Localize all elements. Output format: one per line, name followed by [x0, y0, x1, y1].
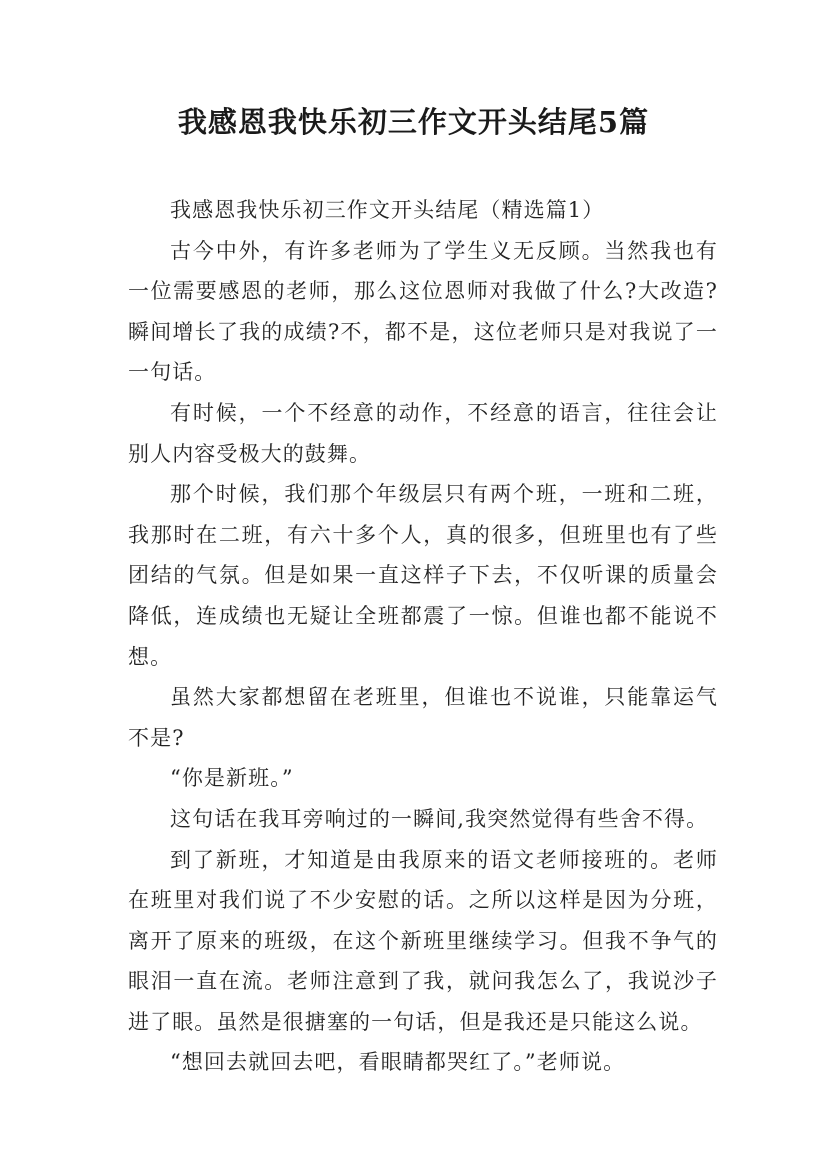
paragraph: “你是新班。” [170, 766, 294, 791]
paragraph: 古今中外，有许多老师为了学生义无反顾。当然我也有一位需要感恩的老师，那么这位恩师对我做了什么?大改造?瞬间增长了我的成绩?不，都不是，这位老师只是对我说了一一句话。 [128, 238, 718, 385]
document-body [128, 190, 718, 1083]
document-title: 我感恩我快乐初三作文开头结尾5篇 [177, 105, 650, 139]
paragraph: “想回去就回去吧，看眼睛都哭红了。”老师说。 [170, 1050, 626, 1075]
paragraph: 这句话在我耳旁响过的一瞬间,我突然觉得有些舍不得。 [170, 806, 709, 831]
section-heading: 我感恩我快乐初三作文开头结尾（精选篇1） [170, 198, 605, 222]
paragraph: 那个时候，我们那个年级层只有两个班，一班和二班，我那时在二班，有六十多个人，真的很多，但班里也有了些团结的气氛。但是如果一直这样子下去，不仅听课的质量会降低，连成绩也无疑让全班都震了一惊。但谁也都不能说不想。 [128, 482, 718, 669]
paragraph: 有时候，一个不经意的动作，不经意的语言，往往会让别人内容受极大的鼓舞。 [128, 400, 718, 466]
paragraph: 虽然大家都想留在老班里，但谁也不说谁，只能靠运气不是? [128, 685, 718, 750]
paragraph: 到了新班，才知道是由我原来的语文老师接班的。老师在班里对我们说了不少安慰的话。之所以这样是因为分班，离开了原来的班级，在这个新班里继续学习。但我不争气的眼泪一直在流。老师注意到了我，就问我怎么了，我说沙子进了眼。虽然是很搪塞的一句话，但是我还是只能这么说。 [128, 847, 718, 1034]
